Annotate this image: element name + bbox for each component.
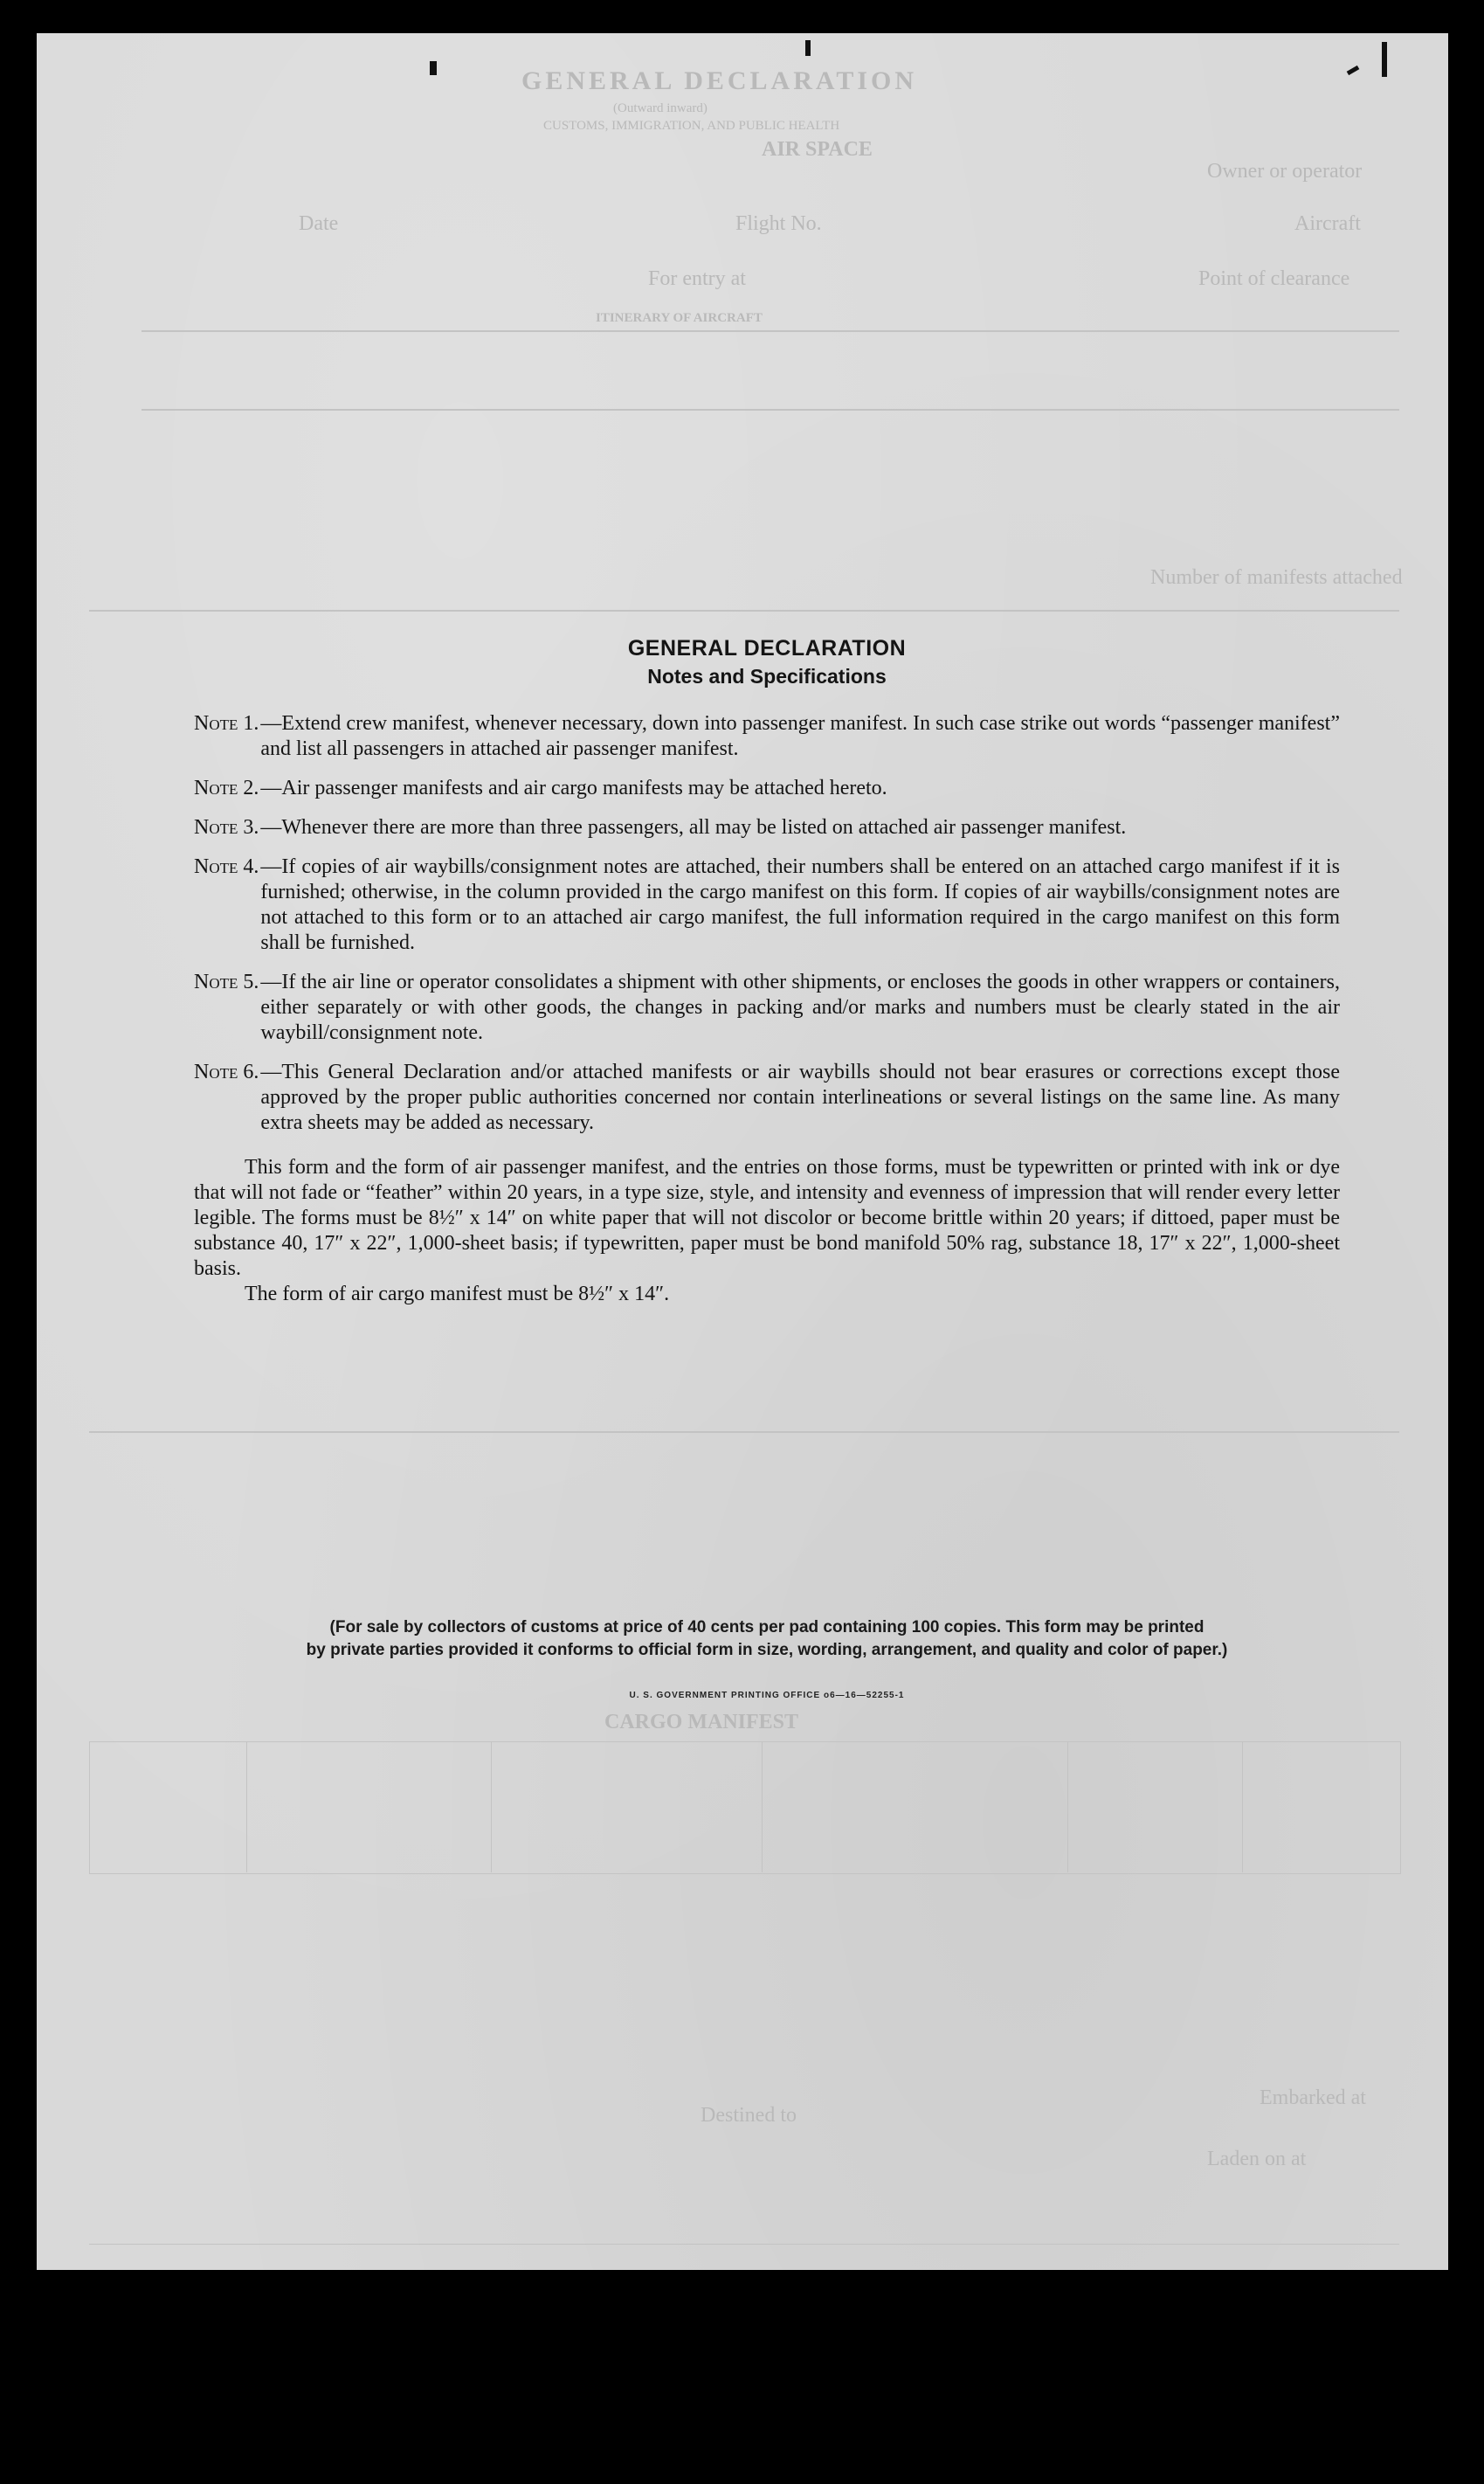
reverse-cargo-table [89, 1741, 1401, 1874]
reverse-embarked: Embarked at [1260, 2086, 1366, 2109]
note-2 [194, 776, 1340, 801]
sale-notice-line-1: (For sale by collectors of customs at price of 40 cents per pad containing 100 copies. This form may be printed [329, 1618, 1204, 1636]
scan-mark [1382, 42, 1387, 77]
reverse-col [246, 1741, 247, 1872]
note-text: —If the air line or operator consolidates a shipment with other shipments, or encloses the goods in other wrappers or containers, either separately or with other goods, the changes in packing and/or marks and numbers must be clearly stated in the air waybill/consignment note. [260, 971, 1340, 1044]
reverse-col [1067, 1741, 1068, 1872]
page-title: GENERAL DECLARATION [627, 636, 907, 661]
note-text: —Extend crew manifest, whenever necessary, down into passenger manifest. In such case strike out words “passenger manifest” and list all passengers in attached air passenger manifest. [260, 712, 1340, 760]
note-label: Note 5. [194, 971, 259, 993]
page-subtitle: Notes and Specifications [647, 665, 887, 688]
specifications-paragraph: This form and the form of air passenger manifest, and the entries on those forms, must be typewritten or printed with ink or dye that will not fade or “feather” within 20 years, in a type size, style, and intensity and evenness of impression that will render every letter legible. The forms must be 8½″ x 14″ on white paper that will not discolor or become brittle within 20 years; if dittoed, paper must be substance 40, 17″ x 22″, 1,000-sheet basis; if typewritten, paper must be bond manifold 50% rag, substance 18, 17″ x 22″, 1,000-sheet basis. [194, 1156, 1340, 1280]
reverse-rule [141, 330, 1399, 332]
note-text: —Whenever there are more than three passengers, all may be listed on attached air passenger manifest. [260, 816, 1127, 839]
note-label: Note 4. [194, 855, 259, 878]
scan-mark [430, 61, 437, 75]
reverse-agency: CUSTOMS, IMMIGRATION, AND PUBLIC HEALTH [543, 119, 840, 133]
reverse-entry-label: For entry at [648, 267, 746, 290]
reverse-rule [89, 1431, 1399, 1433]
notes-section [194, 636, 1340, 1307]
reverse-flight-label: Flight No. [735, 212, 822, 235]
note-3 [194, 815, 1340, 841]
note-6 [194, 1060, 1340, 1136]
note-4 [194, 855, 1340, 956]
reverse-rule [141, 409, 1399, 411]
note-text: —If copies of air waybills/consignment notes are attached, their numbers shall be entered on an attached cargo manifest if it is furnished; otherwise, in the column provided in the cargo manifest on this form. If copies of air waybills/consignment notes are not attached to this form or to an attached air cargo manifest, the full information required in the cargo manifest on this form shall be furnished. [260, 855, 1340, 954]
reverse-manifests-label: Number of manifests attached [1150, 566, 1403, 589]
note-5 [194, 970, 1340, 1046]
reverse-clearance-label: Point of clearance [1198, 267, 1350, 290]
note-label: Note 3. [194, 816, 259, 839]
note-text: —Air passenger manifests and air cargo manifests may be attached hereto. [260, 777, 887, 799]
reverse-aircraft-label: Aircraft [1294, 212, 1361, 235]
reverse-col [1242, 1741, 1243, 1872]
reverse-date-label: Date [299, 212, 339, 235]
note-text: —This General Declaration and/or attached manifests or air waybills should not bear erasures or corrections except those approved by the proper public authorities concerned nor contain interlineations or several listings on the same line. As many extra sheets may be added as necessary. [260, 1061, 1340, 1134]
reverse-subheading: (Outward inward) [613, 101, 707, 115]
reverse-col [762, 1741, 763, 1872]
scan-mark [805, 40, 811, 56]
reverse-rule [89, 2244, 1399, 2245]
document-sheet [37, 33, 1448, 2270]
reverse-cargo-manifest: CARGO MANIFEST [604, 1711, 799, 1733]
reverse-laden: Laden on at [1207, 2148, 1307, 2170]
sale-notice-line-2: by private parties provided it conforms to official form in size, wording, arrangement, and quality and color of paper.) [306, 1641, 1228, 1659]
sale-notice [194, 1616, 1340, 1662]
reverse-col [491, 1741, 492, 1872]
reverse-heading: GENERAL DECLARATION [521, 66, 918, 95]
cargo-manifest-size: The form of air cargo manifest must be 8½″ x 14″. [245, 1283, 670, 1305]
note-label: Note 1. [194, 712, 259, 735]
reverse-section: AIR SPACE [762, 138, 873, 161]
reverse-destined: Destined to [701, 2104, 797, 2127]
reverse-owner-label: Owner or operator [1207, 160, 1363, 183]
printer-line: U. S. GOVERNMENT PRINTING OFFICE o6—16—52255-1 [629, 1691, 905, 1700]
reverse-itinerary: ITINERARY OF AIRCRAFT [596, 311, 763, 325]
note-label: Note 6. [194, 1061, 259, 1083]
reverse-rule [89, 610, 1399, 612]
note-label: Note 2. [194, 777, 259, 799]
scan-mark [1347, 66, 1360, 75]
note-1 [194, 711, 1340, 762]
